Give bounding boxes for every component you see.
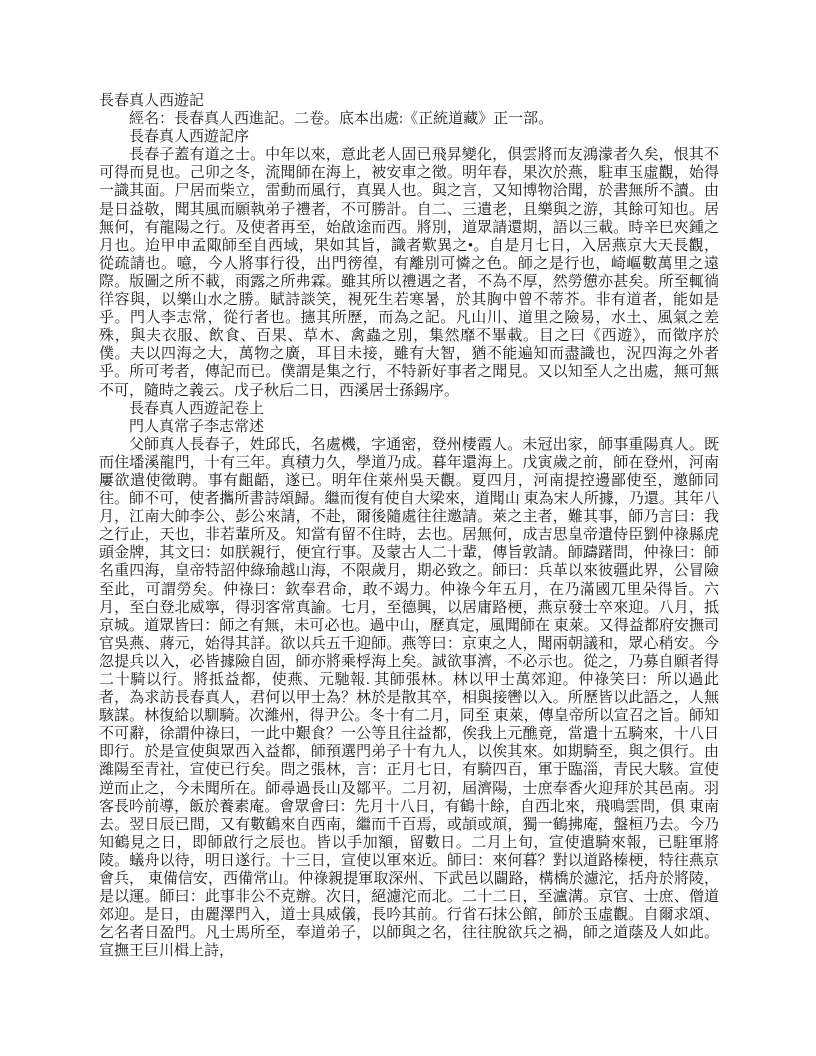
body-paragraph: 父師真人長春子，姓邱氏，名處機，字通密，登州棲霞人。未冠出家，師事重陽真人。既而住墦溪龍門，十有三年。真積力久，學道乃成。暮年還海上。戊寅歲之前，師在登州，河南屢欲遣使徵聘。事有齟齬，遂已。明年住萊州吳天觀。夏四月，河南提控邊鄙使至，邀師同往。師不可，使者攜所書詩頌歸。繼而復有使自大梁來，道聞山 東為宋人所據，乃還。其年八月，江南大帥李公、彭公來請，不赴，爾後隨處往往邀請。萊之主者，難其事，師乃言曰：我之行止，天也，非若輩所及。知當有留不住時，去也。居無何，成吉思皇帝遣侍臣劉仲祿縣虎頭金牌，其文曰：如朕親行，便宜行事。及蒙古人二十輩，傳旨敦請。師躊躇問，仲祿曰：師名重四海，皇帝特詔仲綠瑜越山海，不限歲月，期必致之。師曰：兵革以來彼疆此界，公冒險至此，可謂勞矣。仲祿曰：欽奉君命，敢不竭力。仲祿今年五月，在乃滿國兀里朵得旨。六月，至白登北威寧，得羽客常真諭。七月，至德興，以居庸路梗，燕京發士卒來迎。八月，抵京城。道眾皆曰：師之有無，未可必也。過中山，歷真定，風聞師在 東萊。又得益都府安撫司官吳燕、蔣元，始得其詳。欲以兵五千迎師。燕等曰：京東之人，聞兩朝議和，眾心稍安。今忽提兵以入，必皆據險自固，師亦將乘桴海上矣。誠欲事濟，不必示也。從之，乃募自願者得二十騎以行。將抵益都，使燕、元馳報. 其師張林。林以甲士萬郊迎。仲祿笑曰：所以過此者，為求訪長春真人，君何以甲士為？林於是散其卒，相與接轡以入。所歷皆以此語之，人無駭謀。林復給以馴騎。次濰州，得尹公。冬十有二月，同至 東萊，傳皇帝所以宣召之旨。師知不可辭，徐謂仲祿曰，一此中艱食？一公等且往益都，俟我上元醮竟，當遣十五騎來，十八日即行。於是宣使與眾西入益都，師預選門弟子十有九人，以俟其來。如期騎至，與之俱行。由濰陽至青社，宣使已行矣。問之張林，言：正月七日，有騎四百，軍于臨淄，青民大駭。宣使逆而止之，今未聞所在。師尋過長山及鄒平。二月初，屆濟陽，士庶奉香火迎拜於其邑南。羽客長吟前導，飯於養素庵。會眾會曰：先月十八日，有鶴十餘，自西北來，飛鳴雲問，俱 東南去。翌日辰已間，又有數鶴來自西南，繼而千百焉，或頡或頏，獨一鶴拂庵，盤桓乃去。今乃知鶴見之日，即師啟行之辰也。皆以手加額，留數日。二月上旬，宣使遣騎來報，已駐軍將陵。蟻舟以待，明日遂行。十三日，宣使以軍來近。師曰：來何暮？對以道路榛梗，特往燕京會兵， 東備信安，西備常山。仲祿親提軍取深州、下武邑以闢路，構橋於濾沱，括舟於將陵，是以運。師曰：此事非公不克辦。次日，絕濾沱而北。二十二日，至瀘溝。京官、士庶、僧道郊迎。是日，由麗澤門入，道士具威儀，長吟其前。行省石抹公館，師於玉虛觀。自爾求頌、乞名者日盈門。凡士馬所至，奉道弟子，以師與之名，往往脫欲兵之禍，師之道蔭及人如此。宣撫王巨川楫上詩， <box>99 436 719 960</box>
volume-title: 長春真人西遊記卷上 <box>129 400 265 417</box>
document-title: 長春真人西遊記 <box>99 93 205 109</box>
attribution-line: 門人真常子李志常述 <box>129 418 265 435</box>
scripture-meta-line: 經名：長春真人西進記。二卷。底本出處:《正統道藏》正一部。 <box>129 111 554 128</box>
preface-paragraph: 長春子蓋有道之士。中年以來，意此老人固已飛昇變化，倶雲將而友鴻濛者久矣，恨其不可得而見也。己卯之冬，流聞師在海上，被安車之徵。明年春，果次於燕，駐車玉虛觀，始得一識其面。尸居而柴立，雷動而風行，真異人也。與之言，又知博物洽聞，於書無所不讀。由是日益敬，聞其風而願執弟子禮者，不可勝計。自二、三遺老，且樂與之游，其餘可知也。居無何，有龍陽之行。及使者再至，始啟途而西。將別，道眾請還期，語以三載。時辛巳夾鍾之月也。迨甲申孟陬師至自西域，果如其旨，識者歎異之•。自是月七日，入居燕京大天長觀，從疏請也。噫，今人將事行役，出門徬徨，有離別可憐之色。師之是行也，崎嶇數萬里之遠際。版圖之所不載，雨露之所弗霖。雖其所以禮遇之者，不為不厚，然勞憊亦甚矣。所至輒徜徉容與，以樂山水之勝。賦詩談笑，視死生若寒暑，於其胸中曾不蒂芥。非有道者，能如是乎。門人李志常，從行者也。攇其所歷，而為之記。凡山川、道里之險易，水土、風氣之差殊，與夫衣服、飲食、百果、草木、禽蟲之別，集然靡不畢載。目之曰《西遊》，而徵序於僕。夫以四海之大，萬物之廣，耳目未接，雖有大智，猶不能遍知而盡識也，況四海之外者乎。所可考者，傳記而已。僕謂是集之行，不特新好事者之聞見。又以知至人之出處，無可無不可，隨時之義云。戊子秋后二日，西溪居士孫錫序。 <box>99 147 719 399</box>
preface-title: 長春真人西遊記序 <box>129 129 250 146</box>
